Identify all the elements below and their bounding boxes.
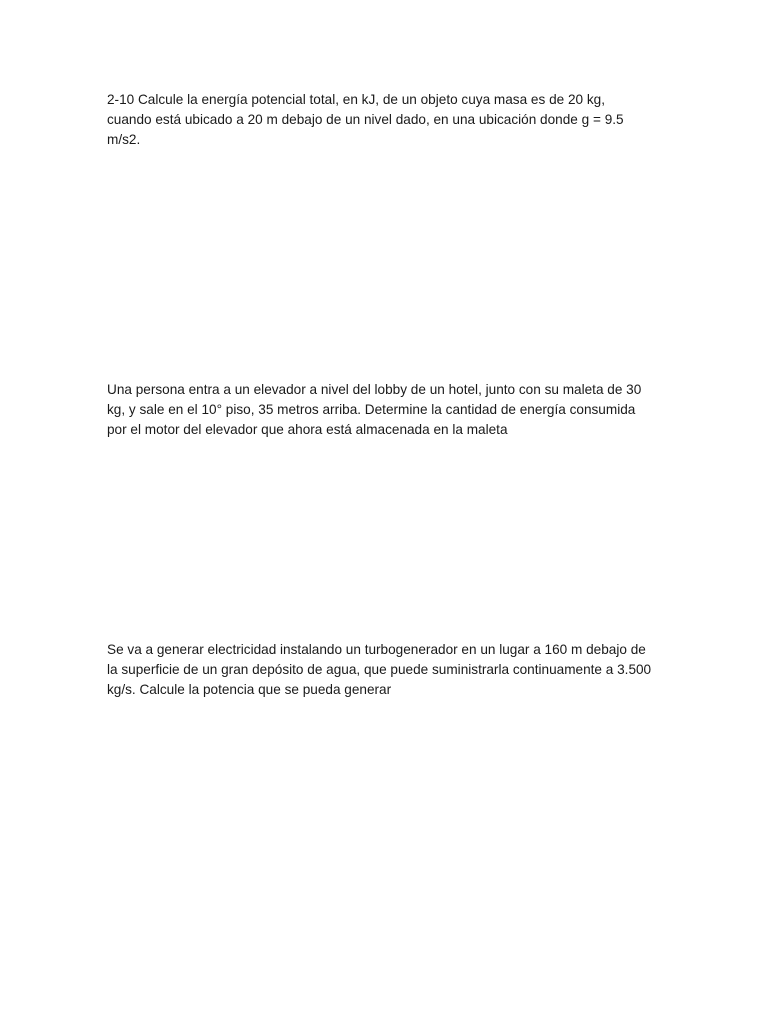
problem-2-line-1: Una persona entra a un elevador a nivel del lobby de un hotel, junto con su maleta de 30: [107, 382, 642, 397]
problem-1-line-3: m/s2.: [107, 132, 141, 147]
problem-3-line-1: Se va a generar electricidad instalando un turbogenerador en un lugar a 160 m debajo de: [107, 642, 646, 657]
problem-3-line-3: kg/s. Calcule la potencia que se pueda generar: [107, 682, 392, 697]
problem-1-text: [107, 90, 667, 150]
problem-2-text: [107, 380, 667, 440]
problem-2-line-2: kg, y sale en el 10° piso, 35 metros arriba. Determine la cantidad de energía consumida: [107, 402, 636, 417]
problem-1-line-2: cuando está ubicado a 20 m debajo de un nivel dado, en una ubicación donde g = 9.5: [107, 112, 624, 127]
problem-2-line-3: por el motor del elevador que ahora está almacenada en la maleta: [107, 422, 508, 437]
problem-3-line-2: la superficie de un gran depósito de agua, que puede suministrarla continuamente a 3.500: [107, 662, 652, 677]
problem-3-text: [107, 640, 667, 700]
problem-1-line-1: 2-10 Calcule la energía potencial total, en kJ, de un objeto cuya masa es de 20 kg,: [107, 92, 605, 107]
